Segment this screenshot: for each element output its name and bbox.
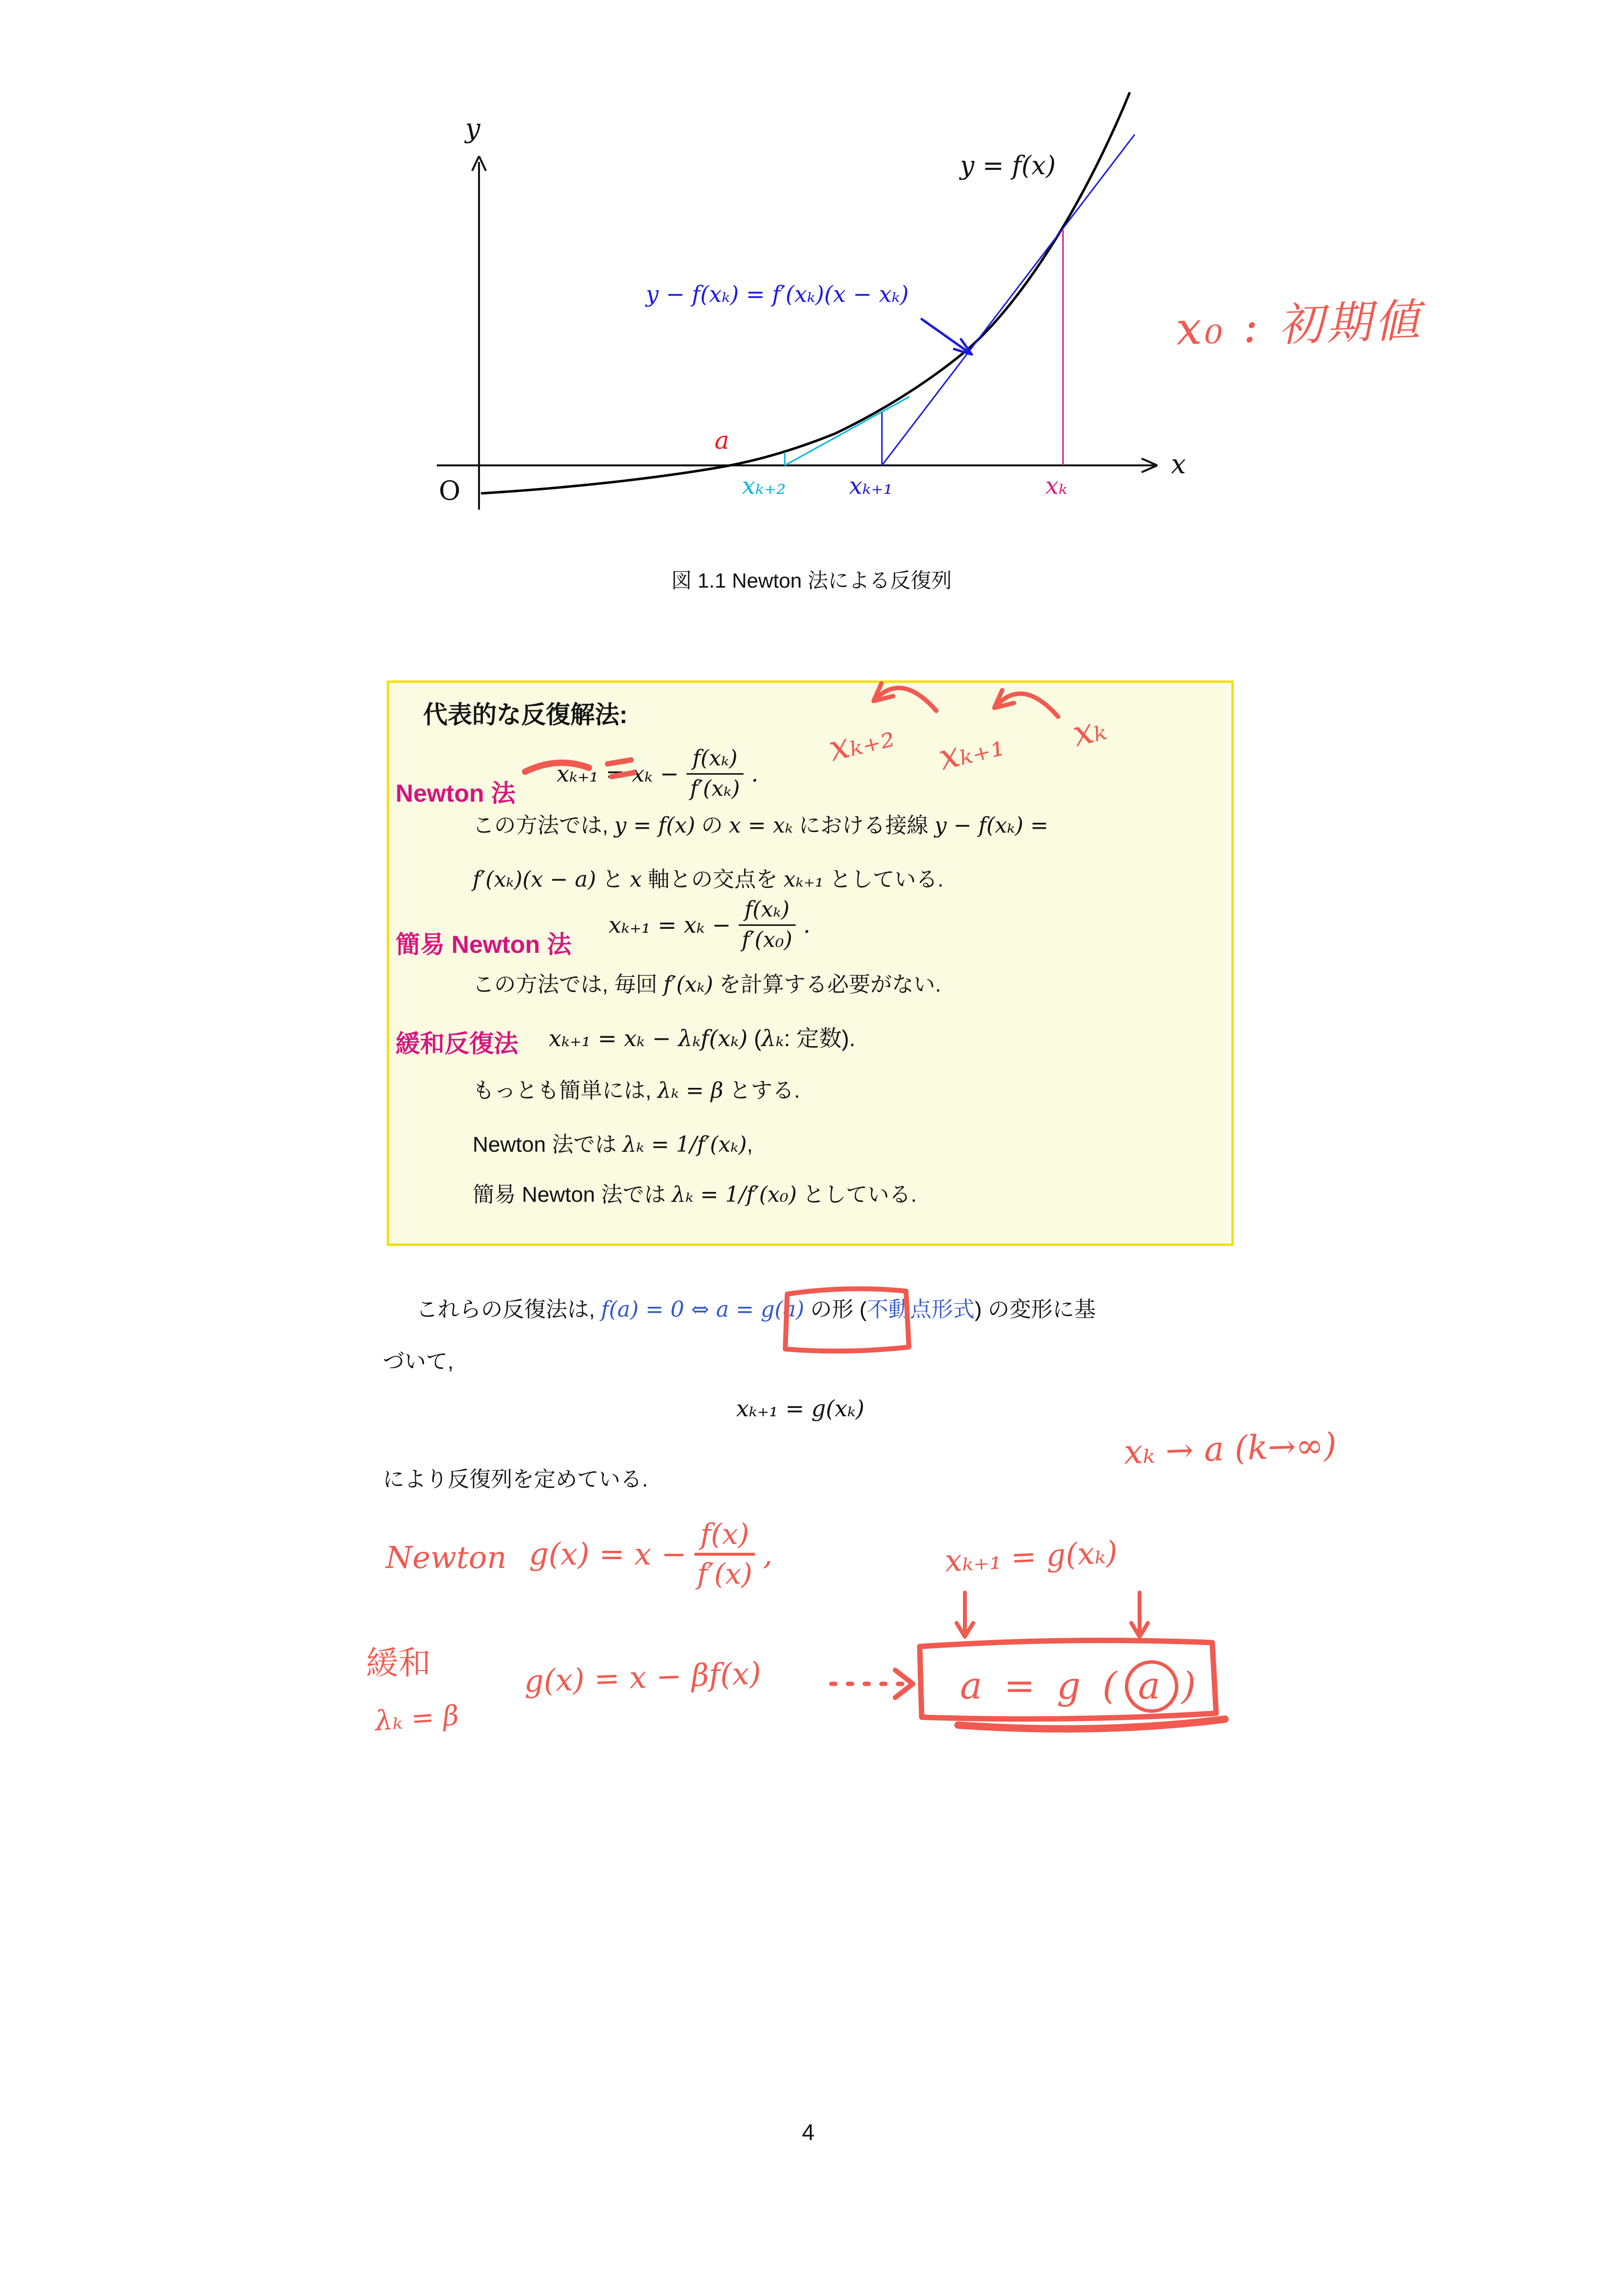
fixed-point-paragraph-line3: により反復列を定めている. bbox=[383, 1467, 648, 1491]
newton-formula-pre: xₖ₊₁ = xₖ − bbox=[557, 760, 679, 787]
handwritten-fixed-point-equation: a = g ( a ) bbox=[960, 1660, 1201, 1713]
relaxation-method-label: 緩和反復法 bbox=[396, 1030, 518, 1057]
fixed-point-paragraph-line1: これらの反復法は, f(a) = 0 ⇔ a = g(a) の形 (不動点形式) の変形に基 bbox=[416, 1297, 1096, 1322]
iterative-methods-box bbox=[387, 680, 1234, 1246]
handwritten-kanwa-label: 緩和 bbox=[366, 1644, 431, 1682]
handwritten-lambda-beta: λₖ = β bbox=[373, 1700, 460, 1737]
tangent-equation-arrow bbox=[922, 319, 972, 354]
newton-formula-fraction: $\frac{\text{f(xₖ)}}{\text{f′(xₖ)}}$ bbox=[687, 746, 743, 801]
handwritten-newton-label: Newton bbox=[386, 1540, 507, 1575]
xk-label: xₖ bbox=[1045, 472, 1067, 500]
handwritten-iteration: xₖ₊₁ = g(xₖ) bbox=[944, 1534, 1118, 1579]
circled-a: a bbox=[1125, 1660, 1178, 1713]
relaxation-line1: もっとも簡単には, λₖ = β とする. bbox=[473, 1078, 800, 1103]
iteration-formula: xₖ₊₁ = g(xₖ) bbox=[736, 1395, 865, 1422]
newton-explanation-line1: この方法では, y = f(x) の x = xₖ における接線 y − f(xₖ) = bbox=[473, 813, 1049, 838]
tangent-equation-label: y − f(xₖ) = f′(xₖ)(x − xₖ) bbox=[646, 281, 909, 307]
figure-caption: 図 1.1 Newton 法による反復列 bbox=[671, 569, 952, 592]
newton-explanation-line2: f′(xₖ)(x − a) と x 軸との交点を xₖ₊₁ としている. bbox=[473, 867, 944, 892]
handwritten-relaxation-g: g(x) = x − βf(x) bbox=[523, 1655, 762, 1700]
fixed-point-result-underline bbox=[958, 1719, 1225, 1729]
handwritten-initial-value-note: x₀ : 初期値 bbox=[1175, 294, 1424, 355]
y-axis-label: y bbox=[465, 113, 480, 144]
relaxation-line3: 簡易 Newton 法では λₖ = 1/f′(x₀) としている. bbox=[473, 1182, 917, 1207]
relaxation-line2: Newton 法では λₖ = 1/f′(xₖ), bbox=[473, 1132, 753, 1157]
simplified-newton-explanation: この方法では, 毎回 f′(xₖ) を計算する必要がない. bbox=[473, 972, 941, 997]
relaxation-formula: xₖ₊₁ = xₖ − λₖf(xₖ) (λₖ: 定数). bbox=[549, 1025, 856, 1052]
page-number: 4 bbox=[802, 2119, 815, 2145]
handwritten-newton-g-formula: g(x) = x − $\frac{f(x)}{f'(x)}$ , bbox=[529, 1517, 773, 1591]
handwritten-fraction: $\frac{f(x)}{f'(x)}$ bbox=[694, 1518, 755, 1590]
handwritten-xk: xₖ bbox=[1068, 706, 1111, 755]
y-axis-arrowhead bbox=[472, 156, 486, 171]
x-axis-arrowhead bbox=[1142, 459, 1157, 472]
root-label: a bbox=[715, 426, 729, 455]
newton-method-formula: xₖ₊₁ = xₖ − $\frac{\text{f(xₖ)}}{\text{f′(xₖ)}}$ . bbox=[557, 746, 759, 801]
curve-label: y = f(x) bbox=[960, 151, 1056, 181]
box-title: 代表的な反復解法: bbox=[423, 701, 628, 729]
tangent-line-at-xk1 bbox=[785, 397, 909, 465]
origin-label: O bbox=[439, 475, 461, 506]
xk2-label: xₖ₊₂ bbox=[742, 472, 786, 500]
handwritten-limit-note: xₖ → a (k→∞) bbox=[1123, 1426, 1337, 1472]
x-axis-label: x bbox=[1171, 449, 1186, 480]
newton-method-label: Newton 法 bbox=[396, 780, 516, 807]
simplified-newton-label: 簡易 Newton 法 bbox=[396, 931, 572, 958]
dashed-arrow-head bbox=[895, 1670, 913, 1698]
handwritten-xk1: xₖ₊₁ bbox=[934, 722, 1008, 778]
xk1-label: xₖ₊₁ bbox=[849, 472, 893, 500]
down-arrow-1 bbox=[957, 1593, 973, 1637]
simplified-newton-formula: xₖ₊₁ = xₖ − $\frac{\text{f(xₖ)}}{\text{f′(x₀)}}$ . bbox=[609, 897, 811, 952]
down-arrow-2 bbox=[1131, 1593, 1148, 1637]
fixed-point-paragraph-line2: づいて, bbox=[383, 1350, 454, 1374]
handwritten-xk2: xₖ₊₂ bbox=[824, 713, 898, 769]
simplified-newton-fraction: $\frac{\text{f(xₖ)}}{\text{f′(x₀)}}$ bbox=[739, 897, 795, 952]
tangent-line-at-xk bbox=[882, 135, 1135, 465]
